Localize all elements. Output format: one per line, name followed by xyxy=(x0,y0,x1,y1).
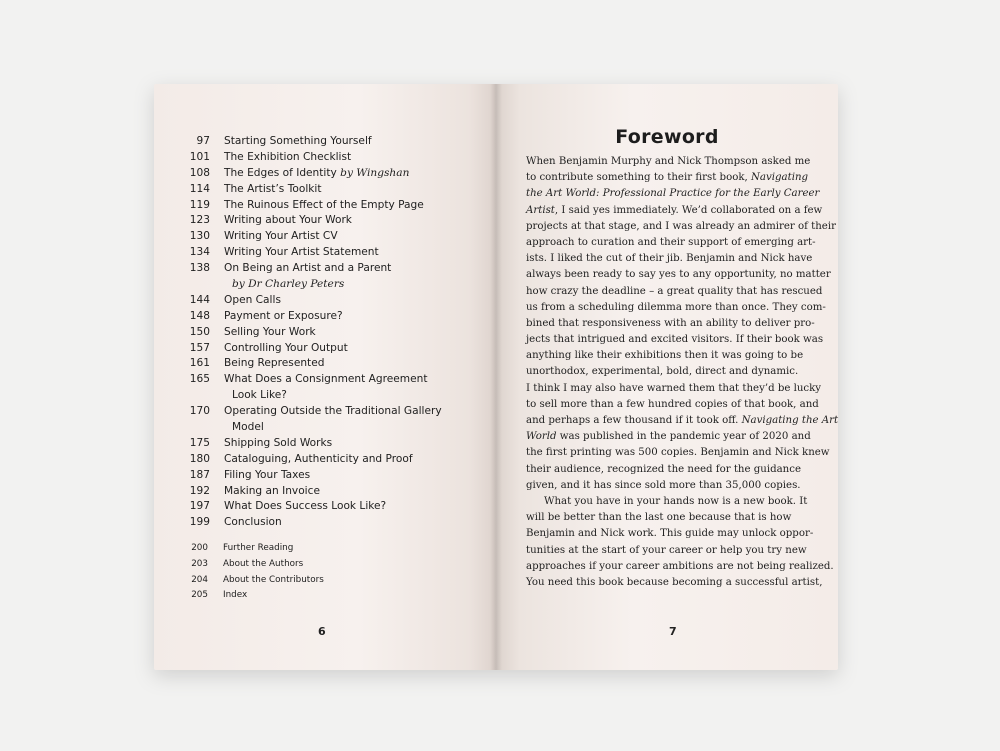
toc-entry xyxy=(184,404,474,420)
toc-page-number: 204 xyxy=(191,574,208,585)
toc-entry xyxy=(184,182,474,198)
toc-title-text: Open Calls xyxy=(224,293,281,306)
toc-page-number: 205 xyxy=(191,590,208,601)
toc-page-number: 197 xyxy=(189,500,210,513)
body-italic-run: Artist xyxy=(526,204,555,216)
toc-page-number: 123 xyxy=(189,214,210,227)
body-italic-run: Navigating xyxy=(751,172,809,184)
book-gutter xyxy=(490,84,502,670)
toc-title-text: Being Represented xyxy=(224,357,325,370)
toc-title-text: Making an Invoice xyxy=(224,484,320,497)
toc-entry-title xyxy=(224,198,424,214)
toc-title-text: Filing Your Taxes xyxy=(224,468,311,481)
toc-entry xyxy=(184,229,474,245)
toc-entry-title xyxy=(224,150,351,166)
toc-title-text: Selling Your Work xyxy=(224,325,316,338)
toc-entry xyxy=(184,261,474,277)
foreword-body xyxy=(526,154,839,591)
body-line xyxy=(526,267,831,283)
body-line xyxy=(526,186,820,202)
body-text-run: their audience, recognized the need for the guidance xyxy=(526,463,801,475)
toc-title-text: The Artist’s Toolkit xyxy=(224,182,322,195)
toc-title-continuation: Look Like? xyxy=(232,389,287,402)
body-line xyxy=(526,316,816,332)
body-italic-run: World xyxy=(526,431,557,443)
toc-entry-title xyxy=(224,166,409,182)
toc-entry-title xyxy=(224,134,372,150)
toc-entry-title xyxy=(224,309,343,325)
toc-entry xyxy=(184,484,474,500)
toc-page-number: 175 xyxy=(189,436,210,449)
toc-page-number: 150 xyxy=(189,325,210,338)
body-italic-run: the Art World: Professional Practice for the Early Career xyxy=(526,188,820,200)
body-line xyxy=(526,510,816,526)
body-text-run: tunities at the start of your career or help you try new xyxy=(526,544,807,556)
toc-entry-title xyxy=(224,468,310,484)
body-line xyxy=(526,543,816,559)
body-line xyxy=(526,235,816,251)
body-text-run: approaches if your career ambitions are not being realized. xyxy=(526,560,834,572)
toc-title-text: On Being an Artist and a Parent xyxy=(224,262,392,275)
toc-entry-title xyxy=(224,356,324,372)
toc-entry xyxy=(184,372,474,388)
body-line xyxy=(526,429,816,445)
body-text-run: will be better than the last one because that is how xyxy=(526,512,792,524)
body-text-run: was published in the pandemic year of 2020 and xyxy=(556,431,811,443)
toc-entry xyxy=(184,309,474,325)
toc-title-continuation: Model xyxy=(232,421,264,434)
toc-entry xyxy=(184,356,474,372)
toc-page-number: 192 xyxy=(189,484,210,497)
toc-entry-title xyxy=(224,229,338,245)
toc-entry-title xyxy=(224,261,391,277)
body-text-run: , I said yes immediately. We’d collaborated on a few xyxy=(554,204,823,216)
toc-page-number: 203 xyxy=(191,558,208,569)
toc-title-text: Writing Your Artist Statement xyxy=(224,246,379,259)
toc-entry-title: About the Authors xyxy=(223,558,304,569)
toc-entry-title xyxy=(224,245,379,261)
toc-entry xyxy=(184,198,474,214)
body-text-run: anything like their exhibitions then it was going to be xyxy=(526,350,804,362)
body-text-run: approach to curation and their support of emerging art- xyxy=(526,236,816,248)
toc-entry-continuation xyxy=(184,388,474,404)
toc-entry xyxy=(184,293,474,309)
toc-title-text: Cataloguing, Authenticity and Proof xyxy=(224,452,413,465)
toc-page-number: 170 xyxy=(189,405,210,418)
body-line xyxy=(526,526,816,542)
toc-entry-title xyxy=(224,515,282,531)
toc-page-number: 199 xyxy=(189,516,210,529)
toc-page-number: 134 xyxy=(189,246,210,259)
toc-entry xyxy=(184,557,474,573)
toc-title-text: Operating Outside the Traditional Gallery xyxy=(224,405,442,418)
toc-page-number: 161 xyxy=(189,357,210,370)
body-text-run: ists. I liked the cut of their jib. Benjamin and Nick have xyxy=(526,253,813,265)
body-line xyxy=(526,154,816,170)
toc-page-number: 101 xyxy=(189,150,210,163)
toc-entry-continuation xyxy=(184,420,474,436)
body-line xyxy=(526,575,823,591)
toc-entry xyxy=(184,166,474,182)
toc-entry xyxy=(184,150,474,166)
body-text-run: Benjamin and Nick work. This guide may unlock oppor- xyxy=(526,528,814,540)
body-text-run: I think I may also have warned them that they’d be lucky xyxy=(526,382,822,394)
toc-page-number: 108 xyxy=(189,166,210,179)
body-line xyxy=(526,203,823,219)
toc-title-text: Writing Your Artist CV xyxy=(224,230,338,243)
foreword-heading: Foreword xyxy=(615,126,719,148)
body-text-run: and perhaps a few thousand if it took off. xyxy=(526,415,742,426)
body-text-run: to contribute something to their first book, xyxy=(526,172,751,184)
toc-title-text: What Does a Consignment Agreement xyxy=(224,373,428,386)
left-page-number: 6 xyxy=(318,625,326,638)
body-text-run: projects at that stage, and I was already an admirer of their xyxy=(526,220,836,232)
toc-entry xyxy=(184,515,474,531)
toc-entry xyxy=(184,436,474,452)
body-text-run: bined that responsiveness with an ability to deliver pro- xyxy=(526,317,815,329)
toc-entry xyxy=(184,325,474,341)
toc-title-text: The Exhibition Checklist xyxy=(224,150,352,163)
body-line xyxy=(526,462,816,478)
toc-page-number: 148 xyxy=(189,309,210,322)
body-line xyxy=(526,364,816,380)
toc-title-text: What Does Success Look Like? xyxy=(224,500,387,513)
toc-entry-title: About the Contributors xyxy=(223,574,324,585)
toc-entry-title xyxy=(224,452,413,468)
body-line xyxy=(526,494,816,510)
body-text-run: always been ready to say yes to any opportunity, no matter xyxy=(526,269,831,281)
toc-entry-title xyxy=(224,293,281,309)
toc-entry-title xyxy=(224,341,348,357)
toc-entry-title xyxy=(224,182,322,198)
toc-back-matter xyxy=(184,541,474,604)
right-page xyxy=(496,84,838,670)
body-line xyxy=(526,413,839,429)
body-line xyxy=(526,219,836,235)
right-page-number: 7 xyxy=(669,625,677,638)
toc-page-number: 144 xyxy=(189,293,210,306)
toc-entry-title xyxy=(224,325,316,341)
toc-byline: by Dr Charley Peters xyxy=(232,278,345,291)
toc-byline: by Wingshan xyxy=(340,166,410,179)
toc-entry xyxy=(184,468,474,484)
table-of-contents xyxy=(184,134,474,604)
body-line xyxy=(526,332,824,348)
body-text-run: What you have in your hands now is a new book. It xyxy=(544,495,808,507)
body-italic-run: Navigating the Art xyxy=(741,415,839,426)
toc-entry-title: Index xyxy=(223,590,248,601)
left-page xyxy=(154,84,496,670)
body-line xyxy=(526,348,816,364)
toc-entry xyxy=(184,573,474,589)
toc-page-number: 114 xyxy=(189,182,210,195)
toc-page-number: 138 xyxy=(189,262,210,275)
body-text-run: When Benjamin Murphy and Nick Thompson asked me xyxy=(526,156,811,167)
toc-title-text: Conclusion xyxy=(224,516,282,529)
toc-page-number: 180 xyxy=(189,452,210,465)
toc-entry-title xyxy=(224,484,320,500)
body-line xyxy=(526,284,823,300)
toc-entry-title xyxy=(224,436,332,452)
toc-entry-title: Further Reading xyxy=(223,543,294,554)
toc-page-number: 119 xyxy=(189,198,210,211)
toc-title-text: Controlling Your Output xyxy=(224,341,348,354)
body-line xyxy=(526,559,834,575)
body-text-run: jects that intrigued and excited visitors. If their book was xyxy=(526,334,824,346)
body-line xyxy=(526,445,830,461)
toc-title-text: Shipping Sold Works xyxy=(224,436,333,449)
toc-entry-byline-line xyxy=(184,277,474,293)
toc-entry xyxy=(184,452,474,468)
toc-title-text: Payment or Exposure? xyxy=(224,309,343,322)
toc-entry xyxy=(184,588,474,604)
body-line xyxy=(526,251,816,267)
toc-page-number: 130 xyxy=(189,230,210,243)
toc-page-number: 157 xyxy=(189,341,210,354)
body-text-run: how crazy the deadline – a great quality that has rescued xyxy=(526,285,823,297)
toc-title-text: The Edges of Identity xyxy=(224,166,337,179)
toc-entry-title xyxy=(224,499,386,515)
toc-title-text: The Ruinous Effect of the Empty Page xyxy=(224,198,424,211)
body-line xyxy=(526,478,816,494)
toc-entry-title xyxy=(224,213,352,229)
body-text-run: to sell more than a few hundred copies of that book, and xyxy=(526,398,819,410)
toc-page-number: 165 xyxy=(189,373,210,386)
toc-entry xyxy=(184,134,474,150)
body-line xyxy=(526,397,819,413)
toc-entry xyxy=(184,499,474,515)
body-text-run: the first printing was 500 copies. Benjamin and Nick knew xyxy=(526,447,830,459)
body-text-run: You need this book because becoming a successful artist, xyxy=(526,576,823,588)
toc-entry xyxy=(184,213,474,229)
body-text-run: unorthodox, experimental, bold, direct and dynamic. xyxy=(526,366,799,378)
open-book xyxy=(154,84,838,670)
toc-entry xyxy=(184,541,474,557)
body-line xyxy=(526,381,822,397)
toc-entry xyxy=(184,341,474,357)
body-line xyxy=(526,300,826,316)
toc-entry-title xyxy=(224,404,442,420)
toc-page-number: 187 xyxy=(189,468,210,481)
toc-page-number: 97 xyxy=(196,135,210,147)
toc-entry-title xyxy=(224,372,428,388)
body-line xyxy=(526,170,816,186)
toc-entry xyxy=(184,245,474,261)
toc-title-text: Starting Something Yourself xyxy=(224,135,372,147)
toc-page-number: 200 xyxy=(191,543,208,554)
toc-title-text: Writing about Your Work xyxy=(224,214,352,227)
body-text-run: us from a scheduling dilemma more than once. They com- xyxy=(526,301,826,313)
body-text-run: given, and it has since sold more than 35,000 copies. xyxy=(526,479,801,491)
